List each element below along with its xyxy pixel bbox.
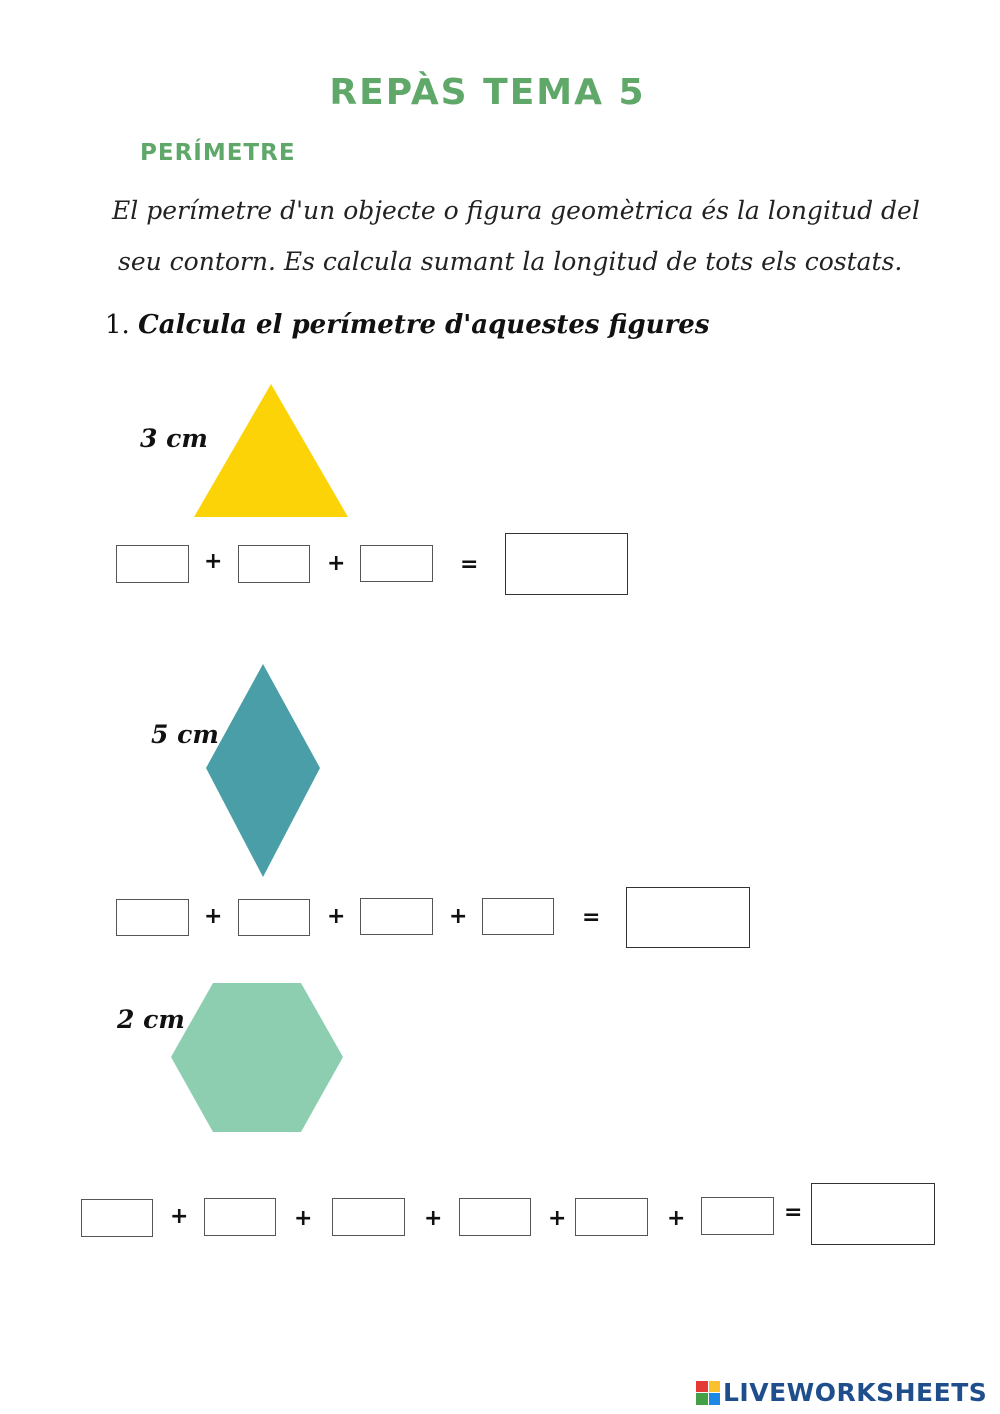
rhombus-perimeter-input[interactable]	[626, 887, 750, 948]
plus-sign: +	[170, 1204, 189, 1229]
hexagon-side-3-input[interactable]	[332, 1198, 405, 1236]
hexagon-side-6-input[interactable]	[701, 1197, 774, 1235]
equals-sign: =	[582, 905, 601, 930]
plus-sign: +	[449, 904, 468, 929]
hexagon-side-4-input[interactable]	[459, 1198, 531, 1236]
section-subtitle: PERÍMETRE	[140, 140, 296, 166]
triangle-side-label: 3 cm	[140, 424, 208, 453]
plus-sign: +	[294, 1206, 313, 1231]
triangle-side-1-input[interactable]	[116, 545, 189, 583]
plus-sign: +	[204, 904, 223, 929]
hexagon-side-label: 2 cm	[117, 1005, 185, 1034]
triangle-side-3-input[interactable]	[360, 545, 433, 582]
plus-sign: +	[424, 1206, 443, 1231]
question-number: 1.	[105, 310, 130, 340]
triangle-icon	[190, 380, 355, 522]
definition-line-2: seu contorn. Es calcula sumant la longitud de tots els costats.	[118, 247, 903, 276]
rhombus-side-label: 5 cm	[151, 720, 219, 749]
rhombus-side-3-input[interactable]	[360, 898, 433, 935]
plus-sign: +	[667, 1206, 686, 1231]
question-1	[105, 310, 709, 340]
plus-sign: +	[204, 549, 223, 574]
question-text: Calcula el perímetre d'aquestes figures	[138, 310, 710, 340]
hexagon-side-2-input[interactable]	[204, 1198, 276, 1236]
worksheet-title: REPÀS TEMA 5	[329, 72, 646, 113]
rhombus-side-1-input[interactable]	[116, 899, 189, 936]
plus-sign: +	[327, 551, 346, 576]
hexagon-side-5-input[interactable]	[575, 1198, 648, 1236]
plus-sign: +	[548, 1206, 567, 1231]
equals-sign: =	[784, 1200, 803, 1225]
liveworksheets-brand-text: LIVEWORKSHEETS	[723, 1378, 988, 1407]
hexagon-side-1-input[interactable]	[81, 1199, 153, 1237]
hexagon-perimeter-input[interactable]	[811, 1183, 935, 1245]
hexagon-icon	[168, 981, 346, 1135]
rhombus-icon	[203, 662, 323, 880]
triangle-perimeter-input[interactable]	[505, 533, 628, 595]
liveworksheets-logo[interactable]	[696, 1378, 987, 1407]
plus-sign: +	[327, 904, 346, 929]
definition-line-1: El perímetre d'un objecte o figura geomètrica és la longitud del	[112, 196, 920, 225]
rhombus-side-2-input[interactable]	[238, 899, 310, 936]
liveworksheets-logo-icon	[696, 1381, 720, 1405]
triangle-side-2-input[interactable]	[238, 545, 310, 583]
equals-sign: =	[460, 552, 479, 577]
rhombus-side-4-input[interactable]	[482, 898, 554, 935]
